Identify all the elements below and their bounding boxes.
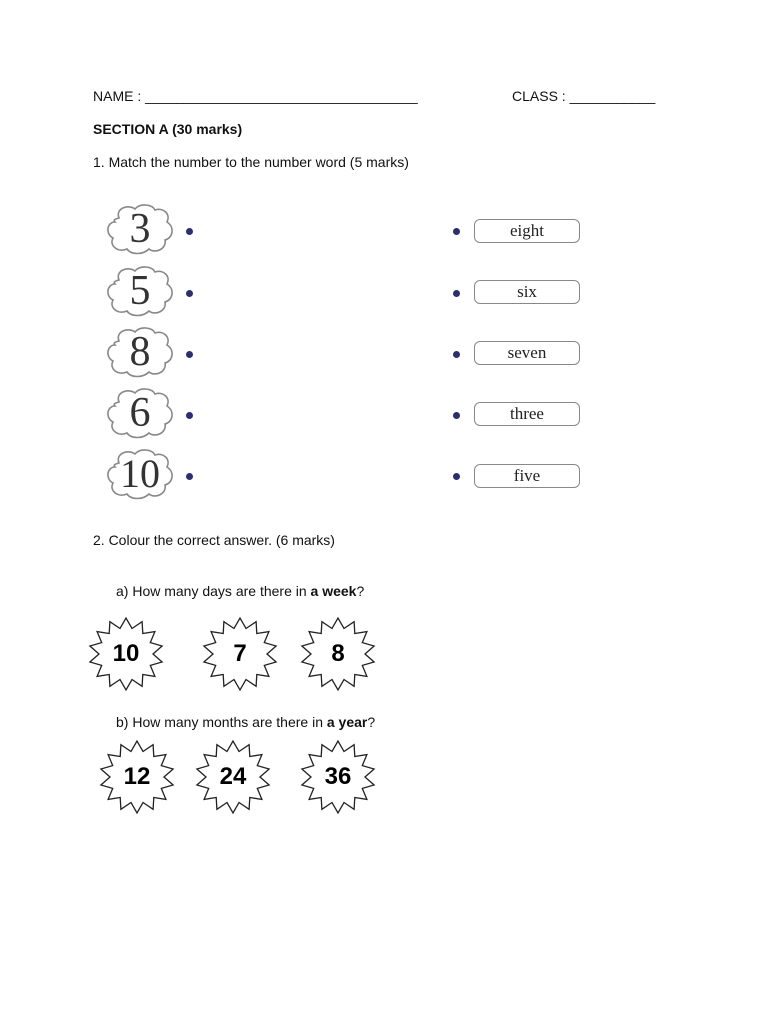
number-cloud-2 bbox=[105, 264, 175, 318]
star-number: 24 bbox=[219, 763, 247, 790]
number-cloud-3 bbox=[105, 325, 175, 379]
star-number: 10 bbox=[112, 640, 140, 667]
star-number: 8 bbox=[331, 640, 345, 667]
question-2a-suffix: ? bbox=[356, 583, 365, 599]
question-2b-prefix: b) How many months are there in bbox=[116, 714, 327, 730]
question-2b-emphasis: a year bbox=[326, 714, 368, 730]
right-match-dot-4[interactable] bbox=[453, 412, 460, 419]
number-cloud-5 bbox=[105, 447, 175, 501]
question-2b-suffix: ? bbox=[367, 714, 376, 730]
left-match-dot-2[interactable] bbox=[186, 290, 193, 297]
number-cloud-4 bbox=[105, 386, 175, 440]
section-name: SECTION A bbox=[93, 121, 169, 137]
answer-star-a-3[interactable] bbox=[296, 616, 380, 692]
star-number: 36 bbox=[324, 763, 352, 790]
cloud-number: 3 bbox=[129, 206, 151, 252]
word-box-5: five bbox=[474, 464, 580, 488]
right-match-dot-5[interactable] bbox=[453, 473, 460, 480]
cloud-number: 8 bbox=[129, 329, 151, 375]
section-marks: (30 marks) bbox=[172, 121, 243, 137]
right-match-dot-3[interactable] bbox=[453, 351, 460, 358]
word-box-2: six bbox=[474, 280, 580, 304]
cloud-number: 6 bbox=[129, 390, 151, 436]
question-2-text: 2. Colour the correct answer. (6 marks) bbox=[93, 532, 335, 548]
word-box-1: eight bbox=[474, 219, 580, 243]
right-match-dot-1[interactable] bbox=[453, 228, 460, 235]
answer-star-b-3[interactable] bbox=[296, 739, 380, 815]
question-2a-emphasis: a week bbox=[310, 583, 357, 599]
question-2a-prefix: a) How many days are there in bbox=[116, 583, 311, 599]
question-2a-text bbox=[116, 583, 364, 599]
word-box-4: three bbox=[474, 402, 580, 426]
cloud-number: 10 bbox=[120, 451, 160, 496]
star-number: 12 bbox=[123, 763, 151, 790]
left-match-dot-4[interactable] bbox=[186, 412, 193, 419]
right-match-dot-2[interactable] bbox=[453, 290, 460, 297]
name-field-label: NAME : ___________________________________ bbox=[93, 88, 418, 104]
answer-star-a-2[interactable] bbox=[198, 616, 282, 692]
word-box-3: seven bbox=[474, 341, 580, 365]
section-title bbox=[93, 121, 242, 137]
star-number: 7 bbox=[233, 640, 247, 667]
class-field-label: CLASS : ___________ bbox=[512, 88, 656, 104]
left-match-dot-3[interactable] bbox=[186, 351, 193, 358]
number-cloud-1 bbox=[105, 202, 175, 256]
cloud-number: 5 bbox=[129, 268, 151, 314]
answer-star-b-2[interactable] bbox=[191, 739, 275, 815]
question-2b-text bbox=[116, 714, 375, 730]
question-1-text: 1. Match the number to the number word (5 marks) bbox=[93, 154, 409, 170]
left-match-dot-5[interactable] bbox=[186, 473, 193, 480]
left-match-dot-1[interactable] bbox=[186, 228, 193, 235]
answer-star-b-1[interactable] bbox=[95, 739, 179, 815]
answer-star-a-1[interactable] bbox=[84, 616, 168, 692]
